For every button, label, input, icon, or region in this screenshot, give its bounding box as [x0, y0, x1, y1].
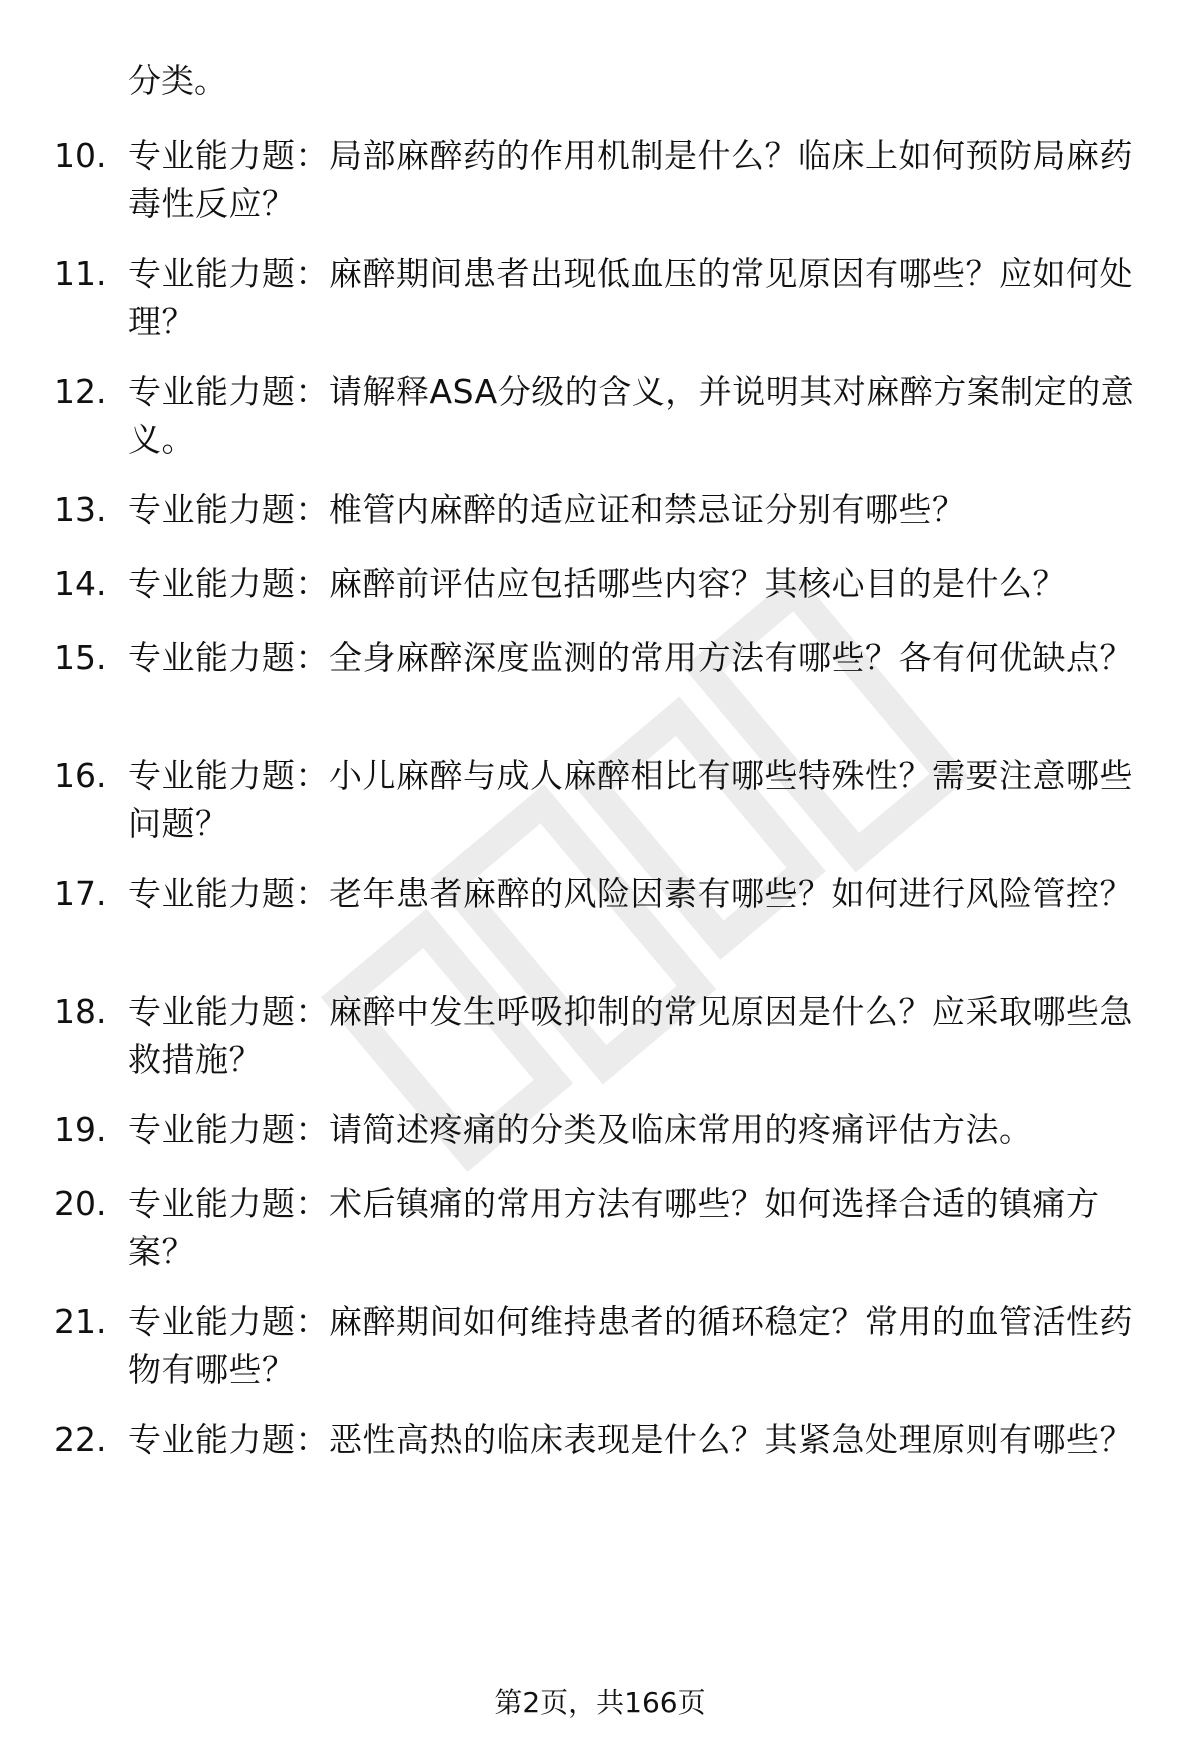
question-text: 专业能力题：请解释ASA分级的含义，并说明其对麻醉方案制定的意义。 [128, 372, 1135, 459]
question-number: 19. [54, 1110, 107, 1149]
question-text: 专业能力题：老年患者麻醉的风险因素有哪些？如何进行风险管控？ [128, 874, 1133, 913]
question-text: 专业能力题：麻醉期间患者出现低血压的常见原因有哪些？应如何处理？ [128, 254, 1133, 341]
question-number: 16. [54, 756, 107, 795]
question-text: 专业能力题：麻醉期间如何维持患者的循环稳定？常用的血管活性药物有哪些？ [128, 1302, 1133, 1389]
question-number: 17. [54, 874, 107, 913]
question-number: 21. [54, 1302, 107, 1341]
question-number: 22. [54, 1420, 107, 1459]
question-number: 12. [54, 372, 107, 411]
question-text: 专业能力题：全身麻醉深度监测的常用方法有哪些？各有何优缺点？ [128, 638, 1133, 677]
question-number: 11. [54, 254, 107, 293]
question-number: 13. [54, 490, 107, 529]
question-number: 15. [54, 638, 107, 677]
question-text: 专业能力题：小儿麻醉与成人麻醉相比有哪些特殊性？需要注意哪些问题？ [128, 756, 1133, 843]
page-number-footer: 第2页，共166页 [494, 1686, 706, 1719]
question-text: 专业能力题：局部麻醉药的作用机制是什么？临床上如何预防局麻药毒性反应？ [128, 136, 1133, 223]
question-text: 专业能力题：椎管内麻醉的适应证和禁忌证分别有哪些？ [128, 490, 966, 529]
question-text: 专业能力题：麻醉中发生呼吸抑制的常见原因是什么？应采取哪些急救措施？ [128, 992, 1133, 1079]
question-number: 14. [54, 564, 107, 603]
question-text: 专业能力题：术后镇痛的常用方法有哪些？如何选择合适的镇痛方案？ [128, 1184, 1100, 1271]
question-number: 20. [54, 1184, 107, 1223]
question-text: 专业能力题：请简述疼痛的分类及临床常用的疼痛评估方法。 [128, 1110, 1033, 1149]
question-number: 18. [54, 992, 107, 1031]
question-text: 专业能力题：恶性高热的临床表现是什么？其紧急处理原则有哪些？ [128, 1420, 1133, 1459]
question-number: 10. [54, 136, 107, 175]
continuation-text: 分类。 [128, 61, 227, 100]
question-text: 专业能力题：麻醉前评估应包括哪些内容？其核心目的是什么？ [128, 564, 1066, 603]
